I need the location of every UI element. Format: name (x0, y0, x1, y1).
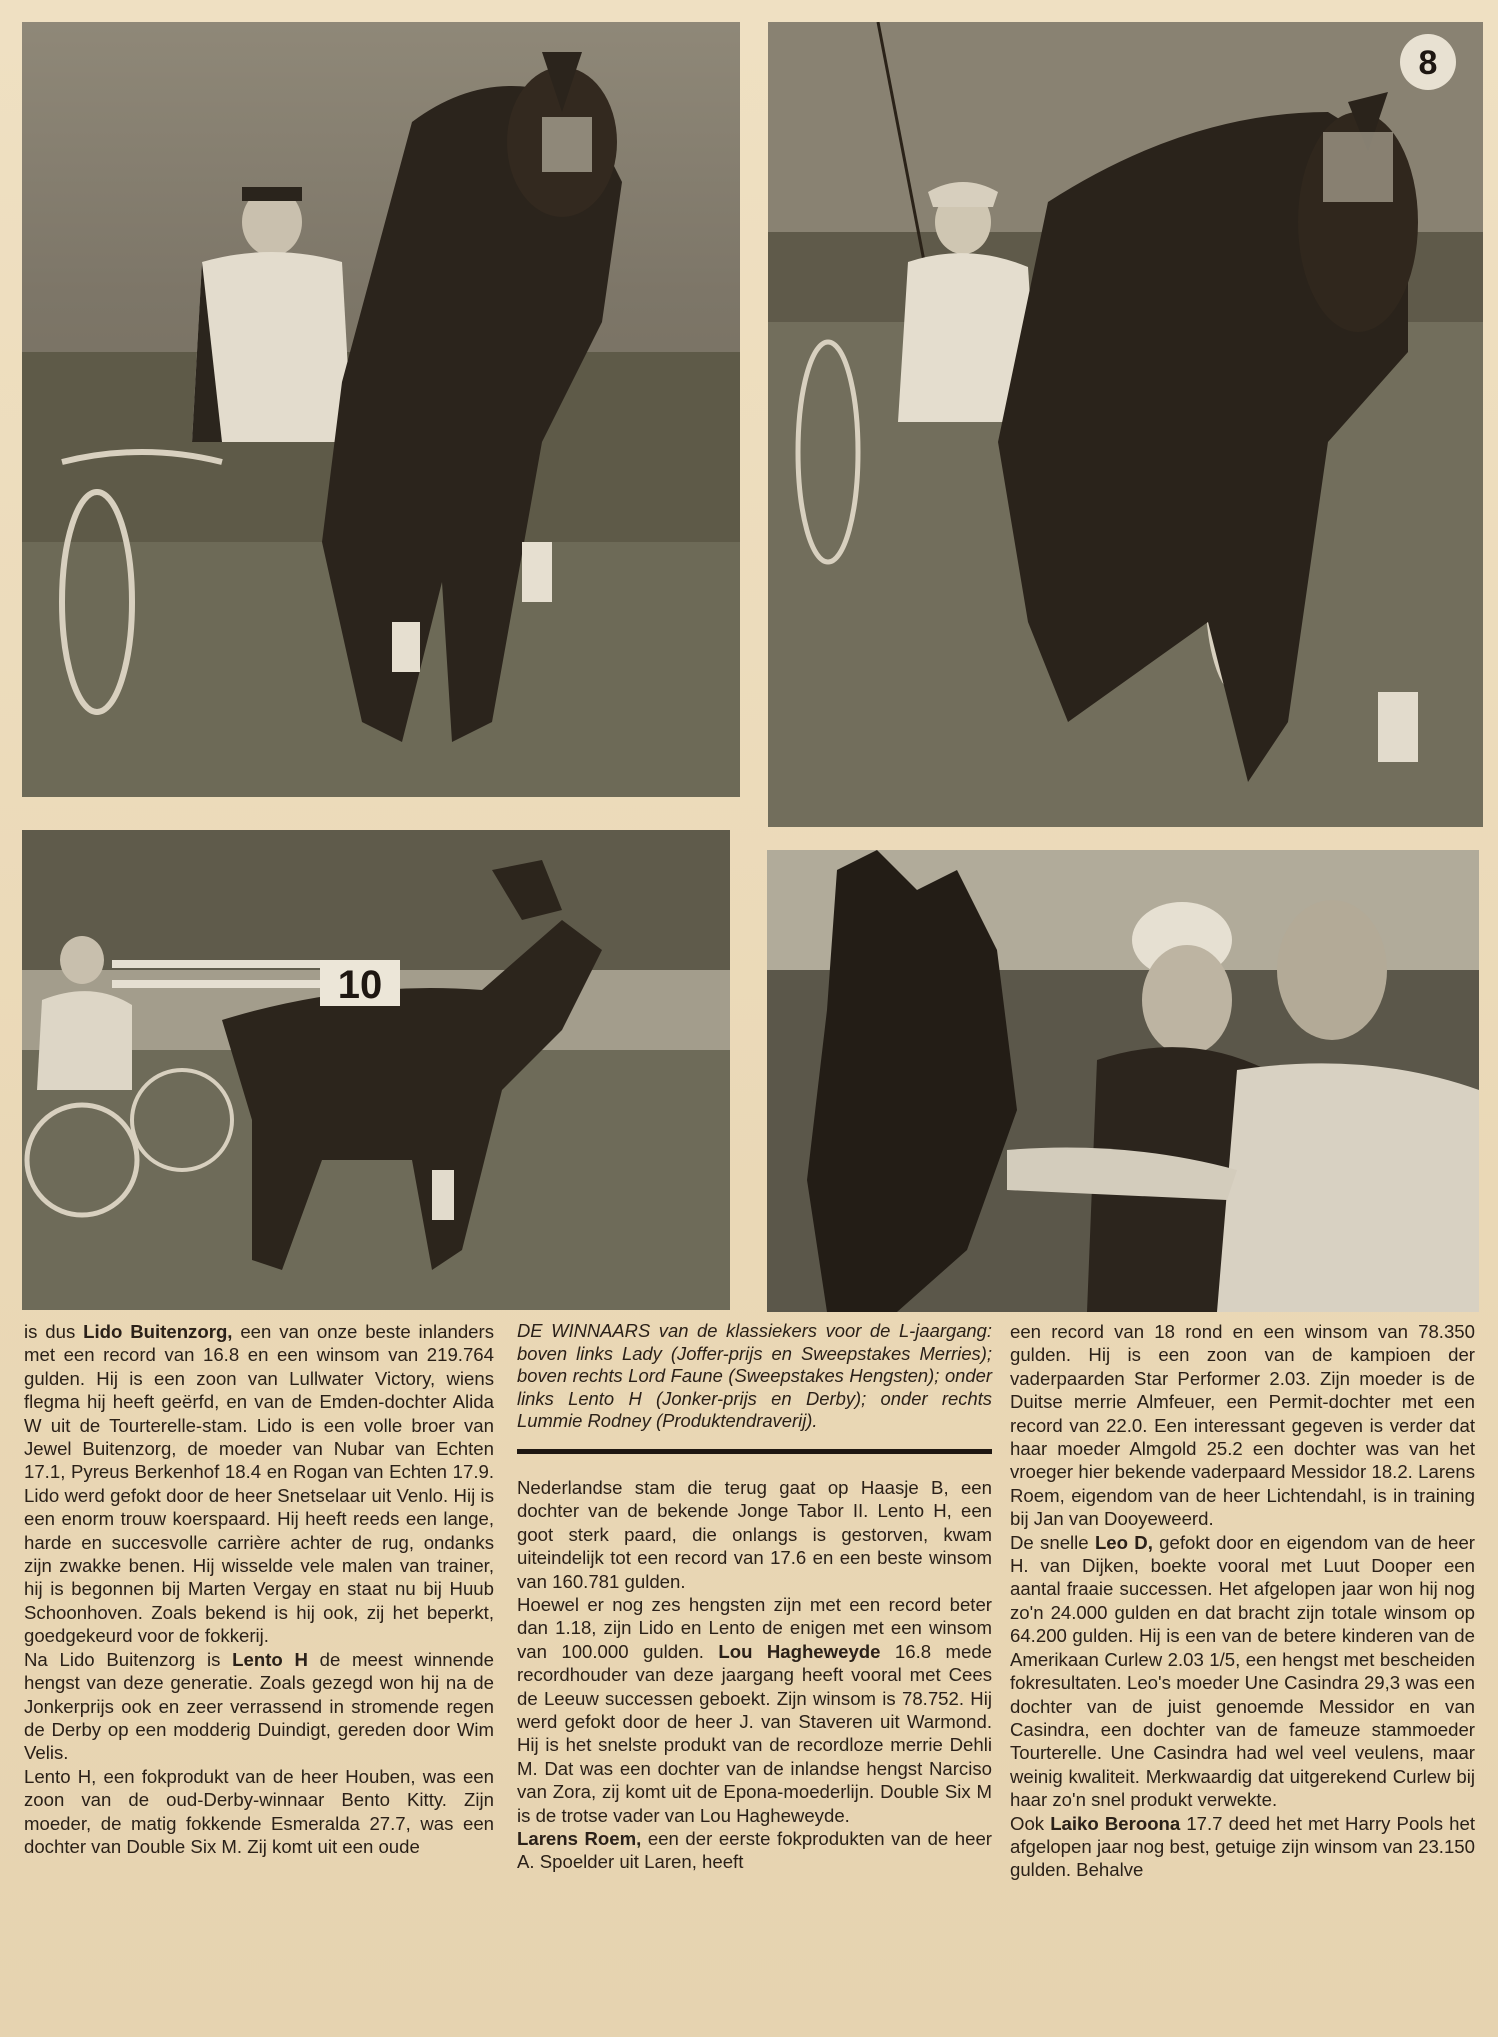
horse-name: Larens Roem, (517, 1828, 642, 1850)
trotter-photo-lady (22, 22, 740, 797)
text: de meest winnende hengst van deze generatie. Zoals gezegd won hij na de Jonkerprijs ook en zeer verrassend in stromende regen de Derby op een modderig Duindigt, gereden door Wim Velis. (24, 1648, 494, 1764)
text: 17.7 deed het met Harry Pools het afgelopen jaar nog best, getuige zijn winsom van 23.150 gulden. Behalve (1010, 1812, 1475, 1881)
article-column-3 (1010, 1320, 1475, 1882)
text: De snelle (1010, 1531, 1095, 1553)
text: Ook (1010, 1812, 1051, 1834)
paragraph (517, 1593, 992, 1827)
divider (517, 1449, 992, 1454)
article-column-1 (24, 1320, 494, 1858)
paragraph (24, 1648, 494, 1765)
text: is dus (24, 1321, 84, 1342)
photo-caption: DE WINNAARS van de klassiekers voor de L-jaargang: boven links Lady (Joffer-prijs en Sweepstakes Merries); boven rechts Lord Faune (Sweepstakes Hengsten); onder links Lento H (Jonker-prijs en Derby); onder rechts Lummie Rodney (Produktendraverij). (517, 1320, 992, 1432)
paragraph: een record van 18 rond en een winsom van 78.350 gulden. Hij is een zoon van de kampioen der vaderpaarden Star Performer 2.03. Zijn moeder is de Duitse merrie Almfeuer, een Permit-dochter met een record van 22.0. Een interessant gegeven is verder dat haar moeder Almgold 25.2 een dochter was van het vroeger hier bekende vaderpaard Messidor 18.2. Larens Roem, eigendom van de heer Lichtendahl, is in training bij Jan van Dooyeweerd. (1010, 1321, 1475, 1530)
paragraph (517, 1827, 992, 1874)
race-number-bl: 10 (337, 963, 383, 1007)
paragraph (1010, 1531, 1475, 1812)
text: Hoewel er nog zes hengsten zijn met een record beter dan 1.18, zijn Lido en Lento de enigen met een winsom van 100.000 gulden. (517, 1594, 992, 1662)
text: een der eerste fokprodukten van de heer A. Spoelder uit Laren, heeft (517, 1828, 993, 1873)
trotter-photo-lento-h (22, 830, 730, 1310)
paragraph (1010, 1812, 1475, 1882)
horse-name: Leo D, (1094, 1531, 1153, 1553)
text: een van onze beste inlanders met een record van 16.8 en een winsom van 219.764 gulden. Hij is een zoon van Lullwater Victory, wiens flegma hij heeft geërfd, en van de Emden-dochter Alida W uit de Tourterelle-stam. Lido is een volle broer van Jewel Buitenzorg, de moeder van Nubar van Echten 17.1, Pyreus Berkenhof 18.4 en Rogan van Echten 17.9. Lido werd gefokt door de heer Snetselaar uit Venlo. Hij is een enorm trouw koerspaard. Hij heeft reeds een lange, harde en succesvolle carrière achter de rug, ondanks zijn zwakke benen. Hij wisselde vele malen van trainer, hij is begonnen bij Marten Vergay en staat nu bij Huub Schoonhoven. Zoals bekend is hij ook, zij het beperkt, goedgekeurd voor de fokkerij. (24, 1321, 495, 1647)
paragraph (24, 1320, 494, 1648)
horse-name: Lou Hagheweyde (718, 1640, 881, 1662)
trotter-photo-lummie-rodney (767, 850, 1479, 1312)
text: gefokt door en eigendom van de heer H. van Dijken, boekte vooral met Luut Dooper een aantal fraaie successen. Het afgelopen jaar won hij nog zo'n 24.000 gulden en dat bracht zijn totale winsom op 64.200 gulden. Hij is een van de betere kinderen van de Amerikaan Curlew 2.03 1/5, een hengst met bescheiden fokresultaten. Leo's moeder Une Casindra 29,3 was een dochter van de juist genoemde Messidor en van Casindra, een dochter van de fameuze stammoeder Tourterelle. Une Casindra had wel veel veulens, maar weinig kwaliteit. Merkwaardig dat uitgerekend Curlew bij haar zo'n snel produkt verwekte. (1010, 1531, 1475, 1811)
horse-name: Laiko Beroona (1050, 1812, 1181, 1834)
horse-name: Lento H (232, 1648, 308, 1670)
text: 16.8 mede recordhouder van deze jaargang heeft vooral met Cees de Leeuw successen geboekt. Zijn winsom is 78.752. Hij werd gefokt door de heer J. van Staveren uit Warmond. Hij is het snelste produkt van de recordloze merrie Dehli M. Dat was een dochter van de inlandse hengst Narciso van Zora, zij komt uit de Epona-moederlijn. Double Six M is de trotse vader van Lou Hagheweyde. (517, 1640, 992, 1826)
trotter-photo-lord-faune (768, 22, 1483, 827)
paragraph: Nederlandse stam die terug gaat op Haasje B, een dochter van de bekende Jonge Tabor II. Lento H, een goot sterk paard, die onlangs is gestorven, kwam uiteindelijk tot een record van 17.6 en een beste winsom van 160.781 gulden. (517, 1476, 992, 1592)
text: Na Lido Buitenzorg is (24, 1648, 233, 1670)
paragraph: Lento H, een fokprodukt van de heer Houben, was een zoon van de oud-Derby-winnaar Bento Kitty. Zijn moeder, de matig fokkende Esmeralda 27.7, was een dochter van Double Six M. Zij komt uit een oude (24, 1765, 494, 1857)
article-column-2 (517, 1320, 992, 1874)
race-number-tr: 8 (1418, 44, 1438, 82)
horse-name: Lido Buitenzorg, (83, 1321, 233, 1342)
